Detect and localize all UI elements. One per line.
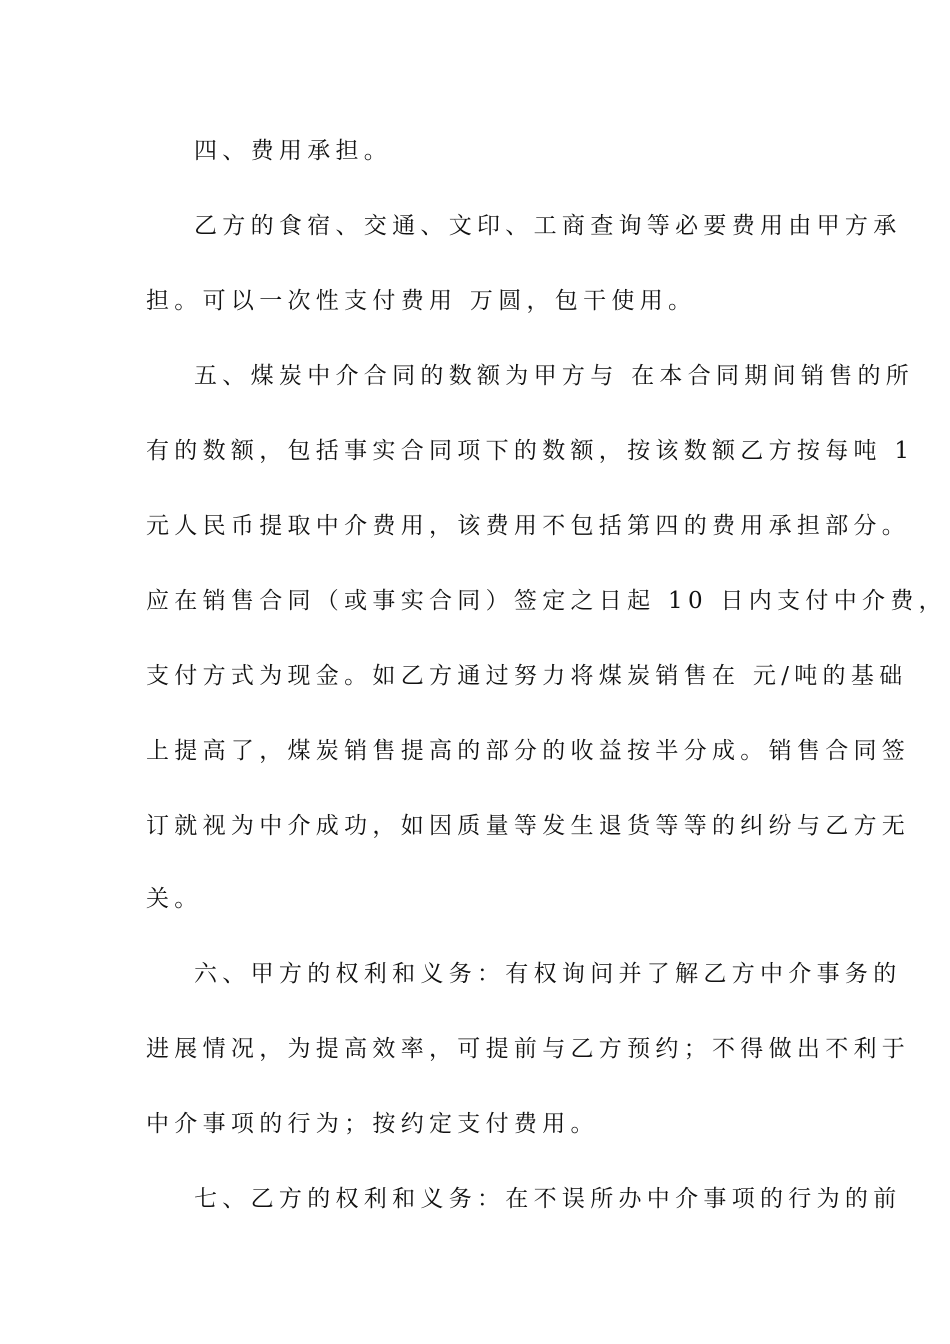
paragraph-line: 乙方的食宿、交通、文印、工商查询等必要费用由甲方承: [194, 213, 902, 239]
paragraph-line: 中介事项的行为；按约定支付费用。: [146, 1111, 599, 1137]
paragraph-line: 应在销售合同（或事实合同）签定之日起 10 日内支付中介费，: [146, 588, 947, 614]
paragraph-line: 担。可以一次性支付费用 万圆，包干使用。: [146, 288, 697, 314]
section-heading-7: 七、乙方的权利和义务：在不误所办中介事项的行为的前: [194, 1186, 902, 1212]
paragraph-line: 支付方式为现金。如乙方通过努力将煤炭销售在 元/吨的基础: [146, 663, 908, 689]
section-heading-5: 五、煤炭中介合同的数额为甲方与 在本合同期间销售的所: [194, 363, 915, 389]
paragraph-line: 关。: [146, 886, 203, 912]
paragraph-line: 有的数额，包括事实合同项下的数额，按该数额乙方按每吨 1: [146, 438, 915, 464]
paragraph-line: 订就视为中介成功，如因质量等发生退货等等的纠纷与乙方无: [146, 813, 911, 839]
section-heading-4: 四、费用承担。: [194, 138, 393, 164]
paragraph-line: 进展情况，为提高效率，可提前与乙方预约；不得做出不利于: [146, 1036, 911, 1062]
paragraph-line: 元人民币提取中介费用，该费用不包括第四的费用承担部分。: [146, 513, 911, 539]
section-heading-6: 六、甲方的权利和义务：有权询问并了解乙方中介事务的: [194, 961, 902, 987]
paragraph-line: 上提高了，煤炭销售提高的部分的收益按半分成。销售合同签: [146, 738, 911, 764]
